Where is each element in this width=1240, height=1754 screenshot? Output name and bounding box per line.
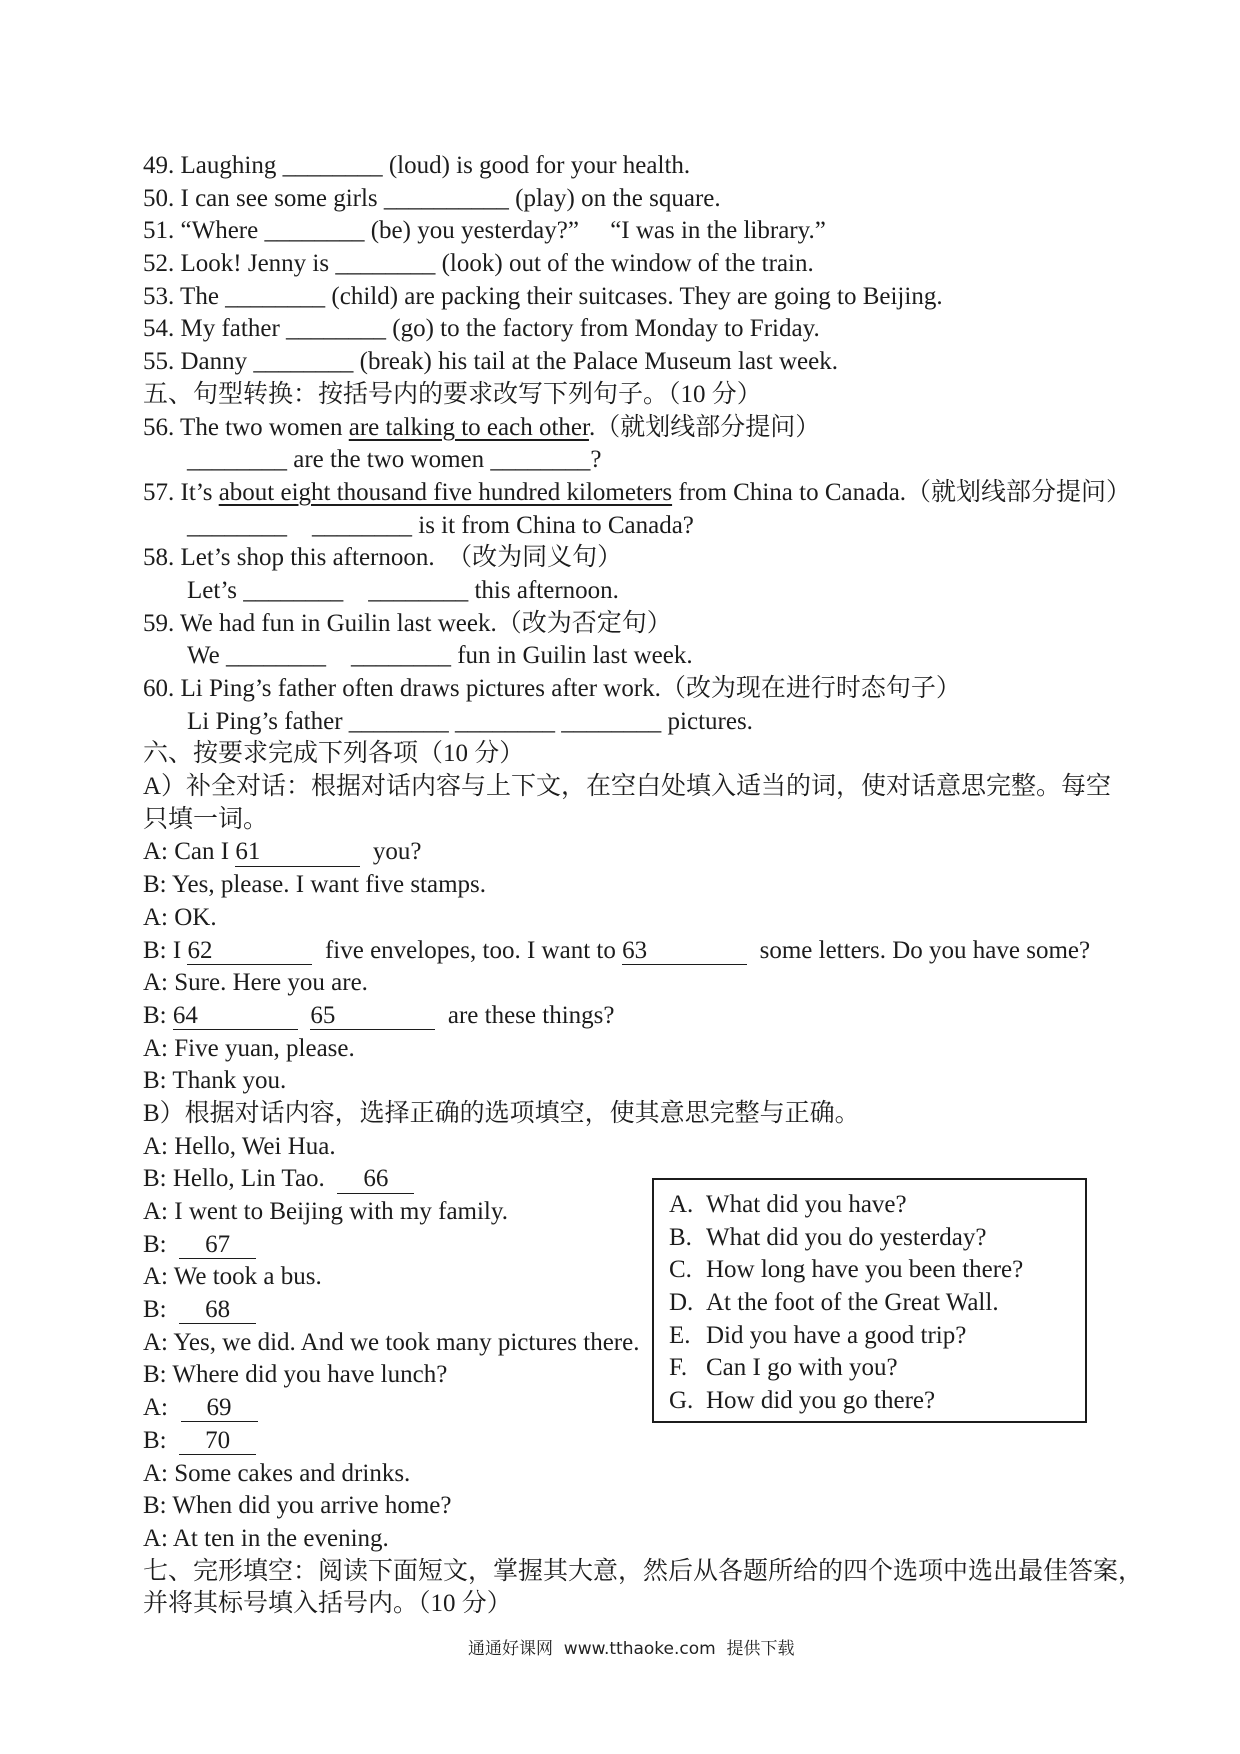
question-line — [143, 150, 1203, 183]
line-text: We ________ ________ fun in Guilin last week. — [187, 642, 693, 670]
option-item — [669, 1287, 1085, 1320]
line-text: are these things? — [435, 1001, 615, 1029]
page-footer: 通通好课网 www.tthaoke.com 提供下载 — [468, 1639, 795, 1659]
instruction-line — [143, 1098, 1203, 1131]
question-line — [143, 215, 1203, 248]
option-item — [669, 1352, 1085, 1385]
line-text: 并将其标号填入括号内。（10 分） — [143, 1590, 512, 1618]
numbered-answer-blank: 66 — [337, 1166, 414, 1193]
option-text: How did you go there? — [706, 1387, 936, 1415]
line-text: A: Sure. Here you are. — [143, 969, 368, 997]
line-text: A: — [143, 1394, 181, 1422]
line-text: 52. Look! Jenny is ________ (look) out of the window of the train. — [143, 250, 814, 278]
option-text: What did you have? — [706, 1191, 907, 1218]
question-line — [143, 248, 1203, 281]
option-letter: B. — [669, 1223, 692, 1251]
dialogue-line — [143, 1490, 1203, 1523]
line-text: B: — [143, 1001, 173, 1029]
option-letter: A. — [669, 1191, 694, 1218]
option-letter: G. — [669, 1387, 694, 1415]
answer-line — [143, 706, 1203, 739]
line-text: 51. “Where ________ (be) you yesterday?” “I was in the library.” — [143, 217, 826, 245]
option-letter: E. — [669, 1321, 691, 1349]
line-text: A）补全对话：根据对话内容与上下文，在空白处填入适当的词，使对话意思完整。每空 — [143, 773, 1112, 801]
line-text: B: When did you arrive home? — [143, 1492, 452, 1520]
line-text: 59. We had fun in Guilin last week.（改为否定句） — [143, 609, 672, 637]
dialogue-line — [143, 836, 1203, 869]
line-text: 55. Danny ________ (break) his tail at the Palace Museum last week. — [143, 348, 838, 376]
dialogue-line — [143, 902, 1203, 935]
line-text: from China to Canada.（就划线部分提问） — [672, 478, 1132, 506]
answer-line — [143, 575, 1203, 608]
line-text: five envelopes, too. I want to — [312, 936, 623, 964]
dialogue-line — [143, 869, 1203, 902]
numbered-answer-blank: 62 — [187, 938, 312, 965]
option-letter: C. — [669, 1256, 692, 1284]
numbered-answer-blank: 68 — [179, 1297, 256, 1324]
question-line — [143, 673, 1203, 706]
numbered-answer-blank: 64 — [173, 1003, 298, 1030]
underlined-phrase: about eight thousand five hundred kilometers — [218, 478, 673, 506]
dialogue-line — [143, 935, 1203, 968]
line-text: A: Can I — [143, 838, 236, 866]
option-item — [669, 1385, 1085, 1418]
underlined-phrase: are talking to each other — [348, 413, 589, 441]
numbered-answer-blank: 70 — [179, 1428, 256, 1455]
option-text: Did you have a good trip? — [706, 1321, 967, 1349]
answer-line — [143, 444, 1203, 477]
option-text: How long have you been there? — [706, 1256, 1024, 1284]
option-item — [669, 1254, 1085, 1287]
option-letter: F. — [669, 1354, 688, 1382]
line-text: Let’s ________ ________ this afternoon. — [187, 576, 619, 604]
line-text: 只填一词。 — [143, 805, 269, 833]
option-item — [669, 1222, 1085, 1255]
section-heading — [143, 738, 1203, 771]
line-text: A: We took a bus. — [143, 1263, 322, 1291]
line-text: A: I went to Beijing with my family. — [143, 1198, 509, 1225]
line-text: B: — [143, 1296, 180, 1324]
section-heading — [143, 1588, 1203, 1621]
line-text: A: Five yuan, please. — [143, 1034, 355, 1062]
line-text: 60. Li Ping’s father often draws pictures after work.（改为现在进行时态句子） — [143, 675, 961, 702]
numbered-answer-blank: 69 — [181, 1395, 258, 1422]
line-text: B）根据对话内容，选择正确的选项填空，使其意思完整与正确。 — [143, 1099, 860, 1127]
section-heading — [143, 1556, 1203, 1589]
question-line — [143, 412, 1203, 445]
dialogue-line — [143, 1065, 1203, 1098]
answer-options-box — [652, 1178, 1087, 1423]
question-line — [143, 608, 1203, 641]
line-text: 六、按要求完成下列各项（10 分） — [143, 740, 525, 768]
numbered-answer-blank: 67 — [179, 1232, 256, 1259]
question-line — [143, 477, 1203, 510]
numbered-answer-blank: 65 — [310, 1003, 435, 1030]
option-item — [669, 1189, 1085, 1222]
answer-line — [143, 640, 1203, 673]
line-text: 54. My father ________ (go) to the factory from Monday to Friday. — [143, 315, 820, 343]
instruction-line — [143, 771, 1203, 804]
line-text: Li Ping’s father ________ ________ ________ pictures. — [187, 707, 753, 735]
instruction-line — [143, 804, 1203, 837]
option-text: What did you do yesterday? — [706, 1223, 987, 1251]
question-line — [143, 346, 1203, 379]
line-text: A: OK. — [143, 903, 217, 931]
line-text: B: — [143, 1426, 180, 1454]
line-text: .（就划线部分提问） — [588, 413, 821, 441]
line-text: B: Thank you. — [143, 1067, 287, 1095]
line-text: A: Hello, Wei Hua. — [143, 1132, 336, 1160]
option-text: At the foot of the Great Wall. — [706, 1289, 999, 1317]
line-text: B: Yes, please. I want five stamps. — [143, 871, 487, 899]
line-text: 57. It’s — [143, 478, 219, 506]
dialogue-line — [143, 1131, 1203, 1164]
line-text — [298, 1002, 311, 1029]
line-text: 49. Laughing ________ (loud) is good for your health. — [143, 152, 691, 179]
numbered-answer-blank: 61 — [235, 839, 360, 866]
line-text: 五、句型转换：按括号内的要求改写下列句子。（10 分） — [143, 380, 762, 408]
dialogue-line — [143, 967, 1203, 1000]
answer-line — [143, 510, 1203, 543]
line-text: 56. The two women — [143, 413, 349, 441]
line-text: B: I — [143, 936, 188, 964]
option-text: Can I go with you? — [706, 1354, 898, 1382]
line-text: you? — [360, 838, 422, 866]
question-line — [143, 281, 1203, 314]
line-text: 53. The ________ (child) are packing their suitcases. They are going to Beijing. — [143, 282, 943, 310]
dialogue-line — [143, 1458, 1203, 1491]
question-line — [143, 542, 1203, 575]
option-item — [669, 1320, 1085, 1353]
line-text: B: Hello, Lin Tao. — [143, 1165, 338, 1193]
numbered-answer-blank: 63 — [622, 938, 747, 965]
line-text: 58. Let’s shop this afternoon. （改为同义句） — [143, 544, 623, 572]
line-text: ________ ________ is it from China to Canada? — [187, 511, 694, 539]
line-text: A: At ten in the evening. — [143, 1524, 389, 1552]
section-heading — [143, 379, 1203, 412]
option-letter: D. — [669, 1289, 694, 1317]
dialogue-line — [143, 1523, 1203, 1556]
dialogue-line — [143, 1033, 1203, 1066]
question-line — [143, 183, 1203, 216]
line-text: ________ are the two women ________? — [187, 446, 602, 474]
line-text: B: Where did you have lunch? — [143, 1361, 448, 1389]
line-text: some letters. Do you have some? — [747, 936, 1091, 964]
question-line — [143, 313, 1203, 346]
dialogue-line — [143, 1425, 1203, 1458]
line-text: A: Yes, we did. And we took many pictures there. — [143, 1328, 640, 1356]
dialogue-line — [143, 1000, 1203, 1033]
line-text: 50. I can see some girls __________ (play) on the square. — [143, 184, 721, 212]
line-text: B: — [143, 1230, 180, 1258]
line-text: A: Some cakes and drinks. — [143, 1459, 411, 1487]
line-text: 七、完形填空：阅读下面短文，掌握其大意，然后从各题所给的四个选项中选出最佳答案， — [143, 1557, 1144, 1585]
